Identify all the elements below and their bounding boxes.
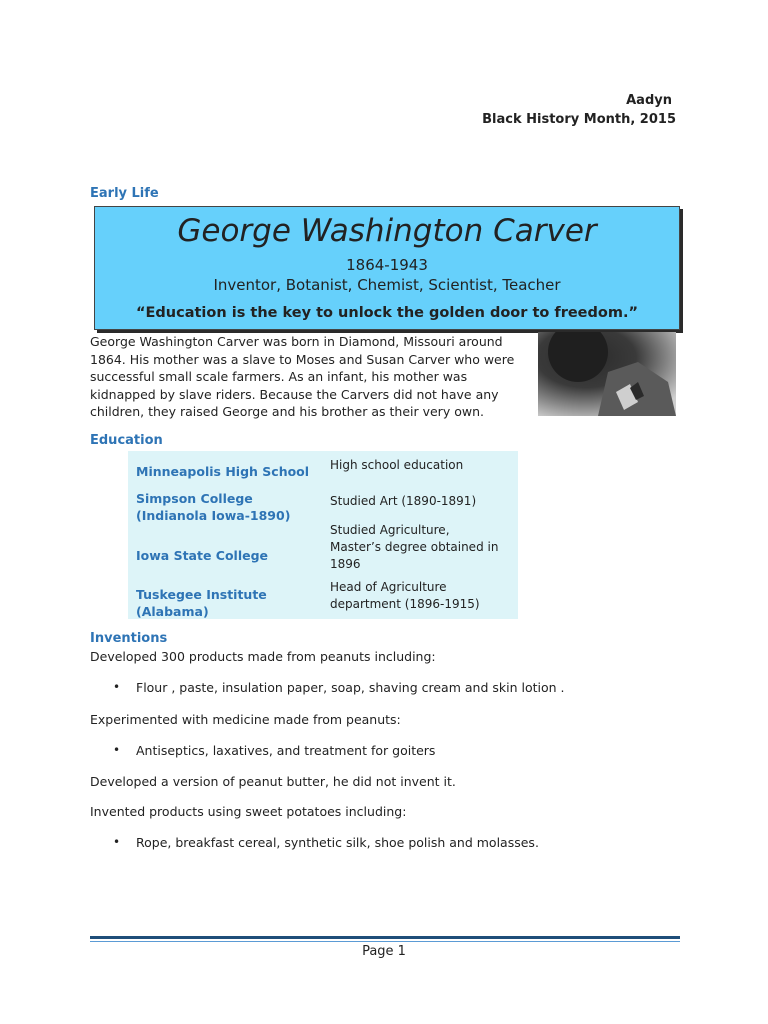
school-description-line: Master’s degree obtained in — [330, 540, 499, 554]
header-block — [482, 92, 676, 128]
banner-roles: Inventor, Botanist, Chemist, Scientist, Teacher — [213, 276, 561, 294]
education-table — [128, 451, 518, 619]
banner-years: 1864-1943 — [346, 256, 428, 274]
early-life-line: successful small scale farmers. As an infant, his mother was — [90, 369, 468, 384]
bullet-icon: • — [113, 835, 121, 849]
inventions-intro-peanuts: Developed 300 products made from peanuts including: — [90, 649, 436, 664]
school-name-line: (Indianola Iowa-1890) — [136, 508, 291, 523]
early-life-line: George Washington Carver was born in Diamond, Missouri around — [90, 334, 503, 349]
bullet-icon: • — [113, 680, 121, 694]
school-description-line: 1896 — [330, 557, 361, 571]
school-description-line: department (1896-1915) — [330, 597, 480, 611]
bullet-text: Rope, breakfast cereal, synthetic silk, shoe polish and molasses. — [136, 835, 539, 850]
school-description — [330, 579, 514, 613]
banner-name: George Washington Carver — [177, 213, 597, 249]
page-number: Page 1 — [362, 944, 406, 959]
bullet-icon: • — [113, 743, 121, 757]
early-life-line: kidnapped by slave riders. Because the Carvers did not have any — [90, 386, 499, 402]
inventions-intro-sweet-potatoes: Invented products using sweet potatoes including: — [90, 804, 407, 819]
school-description — [330, 457, 514, 474]
portrait-photo — [538, 332, 676, 416]
school-description — [330, 522, 514, 573]
title-banner — [94, 206, 680, 330]
bullet-text: Flour , paste, insulation paper, soap, shaving cream and skin lotion . — [136, 680, 565, 695]
school-name — [136, 490, 324, 524]
event-name: Black History Month, 2015 — [482, 112, 676, 127]
school-name — [136, 463, 324, 480]
school-name-line: Minneapolis High School — [136, 464, 310, 479]
school-name-line: (Alabama) — [136, 604, 209, 619]
bullet-item — [113, 742, 676, 760]
bullet-text: Antiseptics, laxatives, and treatment for goiters — [136, 743, 436, 758]
footer-divider — [90, 936, 680, 939]
school-name-line: Simpson College — [136, 491, 253, 506]
bullet-item — [113, 679, 676, 697]
early-life-line: children, they raised George and his brother as their very own. — [90, 404, 484, 419]
author-name: Aadyn — [626, 93, 672, 108]
early-life-paragraph — [90, 333, 530, 421]
inventions-intro-medicine: Experimented with medicine made from peanuts: — [90, 712, 401, 727]
school-name-line: Iowa State College — [136, 548, 269, 563]
peanut-butter-note: Developed a version of peanut butter, he did not invent it. — [90, 774, 456, 789]
school-name-line: Tuskegee Institute — [136, 587, 267, 602]
portrait-illustration — [538, 332, 676, 416]
education-heading: Education — [90, 433, 163, 448]
school-description-line: Head of Agriculture — [330, 580, 447, 594]
bullet-item — [113, 834, 676, 852]
school-description — [330, 493, 514, 510]
early-life-heading: Early Life — [90, 186, 159, 201]
inventions-heading: Inventions — [90, 631, 168, 646]
school-description-line: High school education — [330, 458, 464, 472]
school-description-line: Studied Agriculture, — [330, 523, 450, 537]
banner-quote: “Education is the key to unlock the golden door to freedom.” — [135, 305, 639, 321]
footer-divider-thin — [90, 941, 680, 942]
school-description-line: Studied Art (1890-1891) — [330, 494, 477, 508]
early-life-line: 1864. His mother was a slave to Moses and Susan Carver who were — [90, 351, 515, 367]
school-name — [136, 586, 324, 620]
school-name — [136, 547, 324, 564]
